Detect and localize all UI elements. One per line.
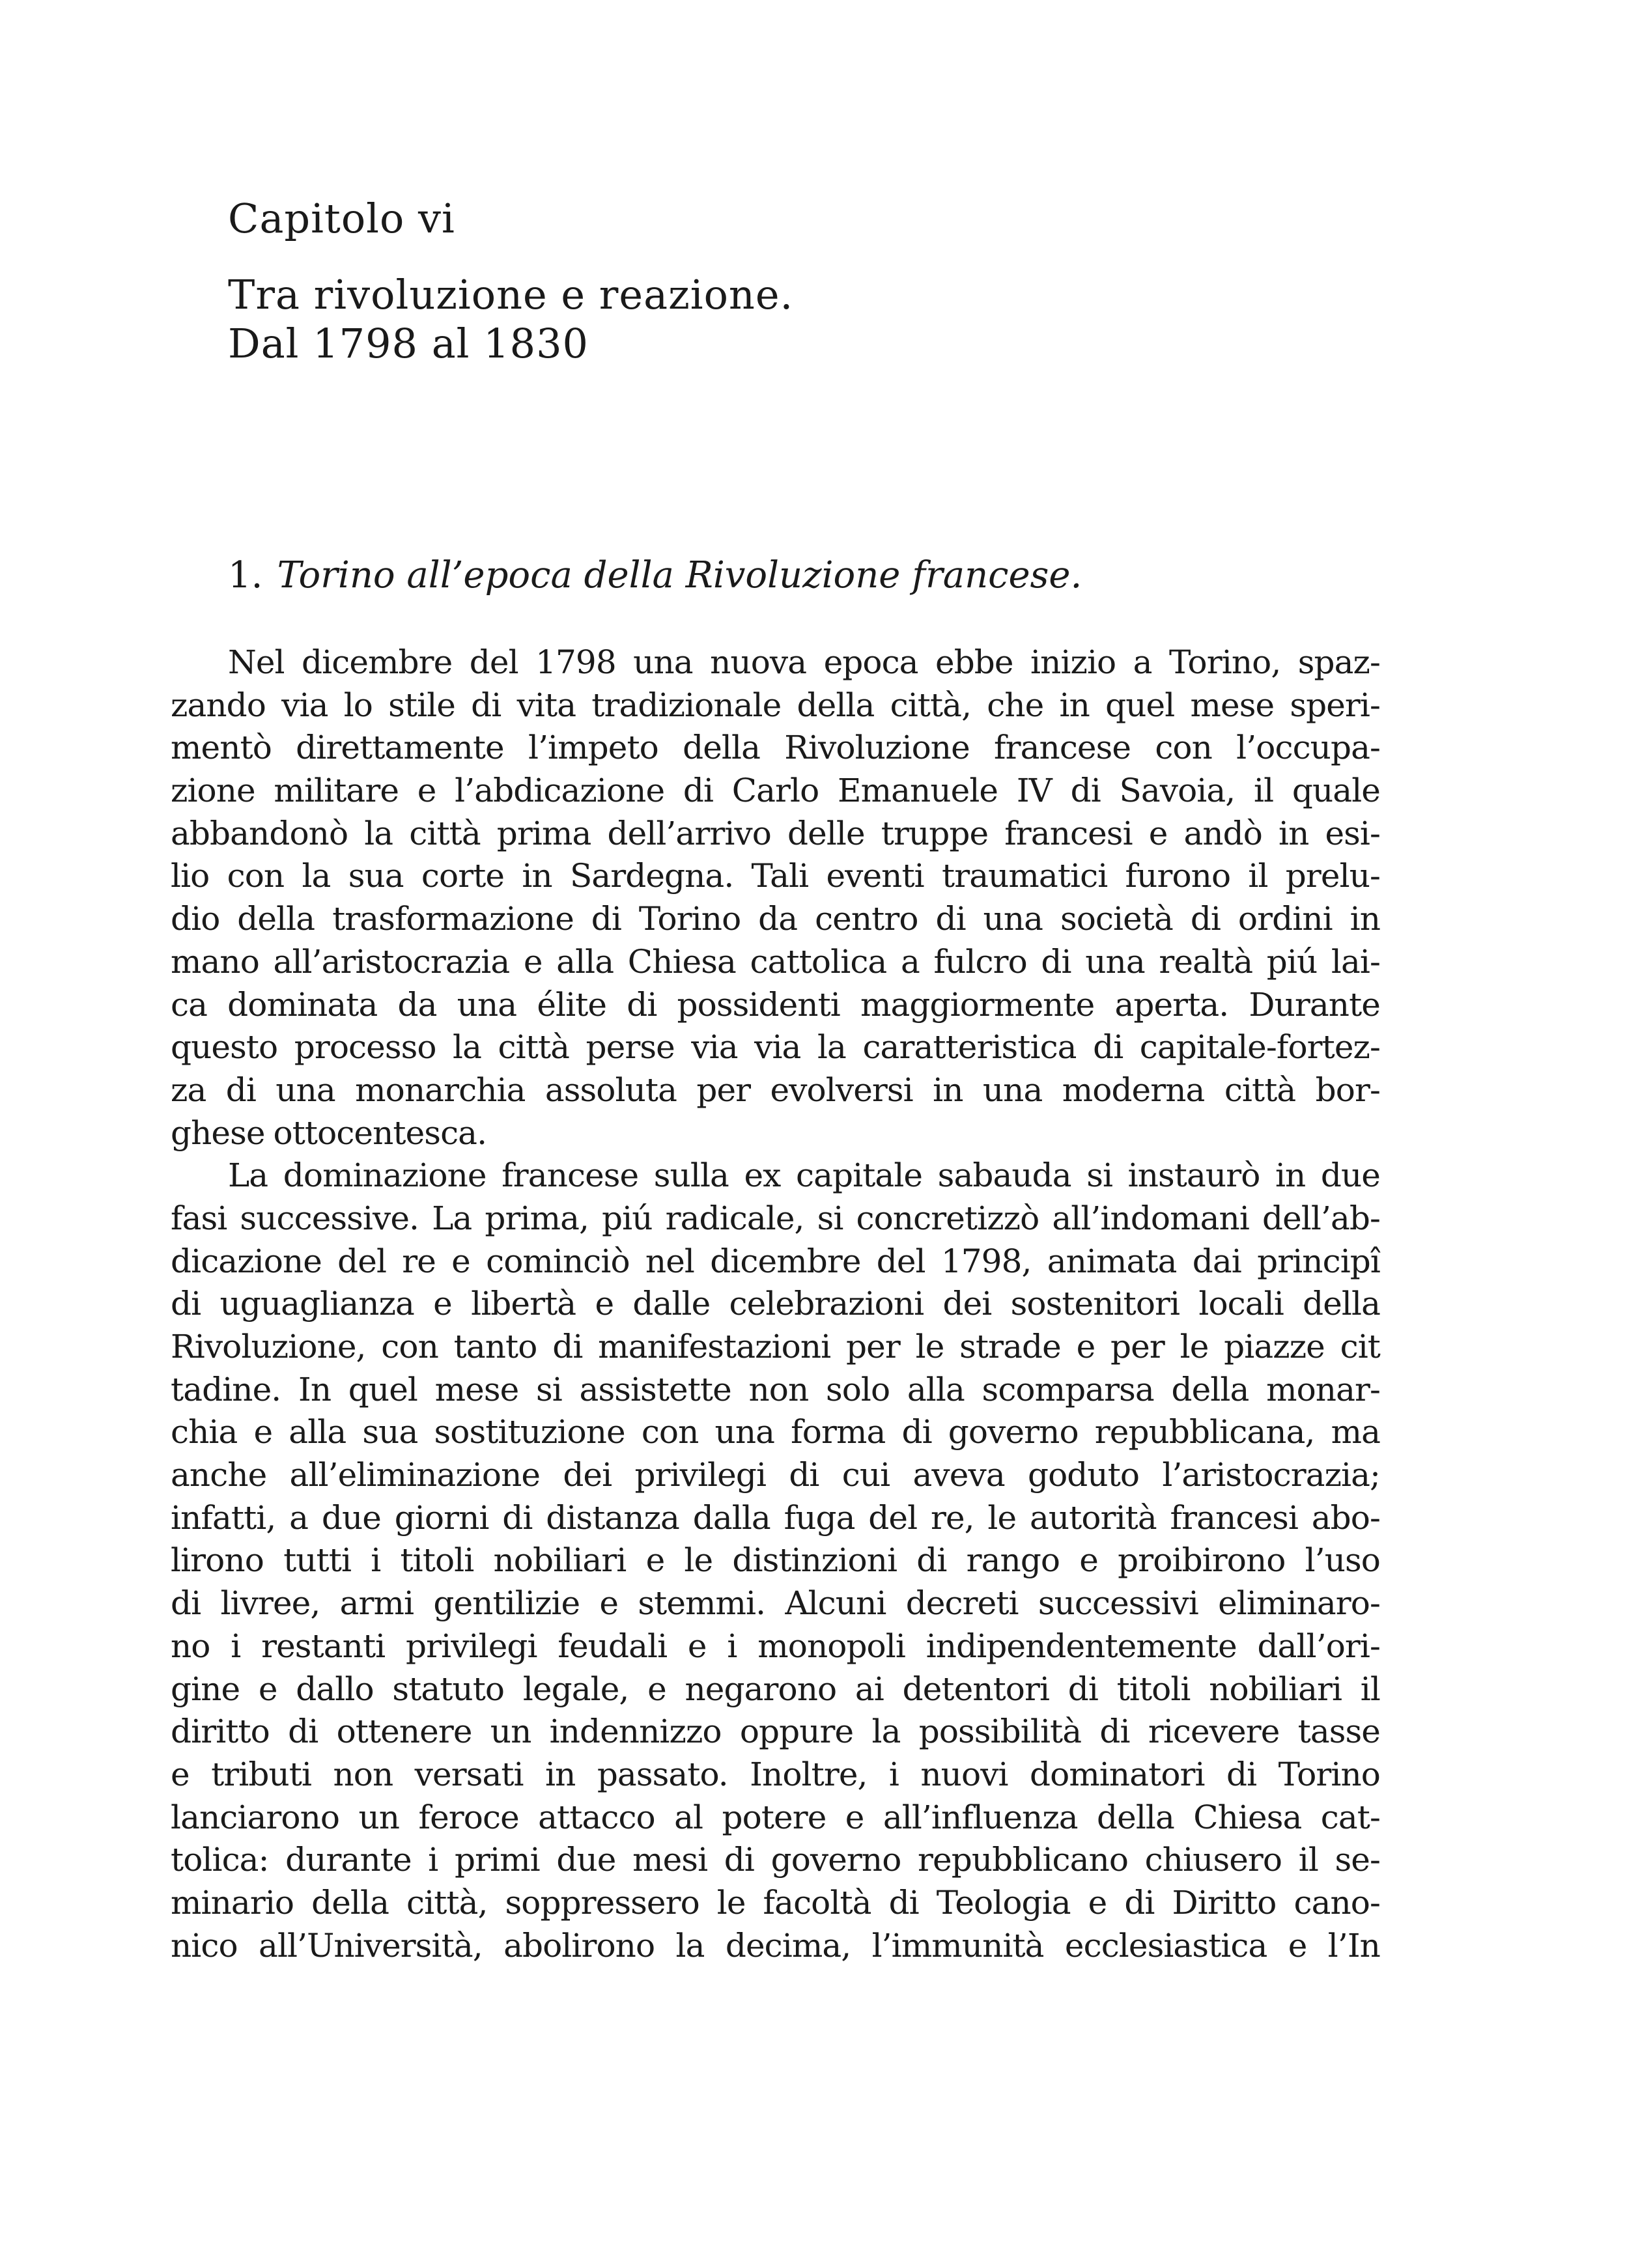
text-line: e tributi non versati in passato. Inoltre, i nuovi dominatori di Torino [171, 1755, 1380, 1793]
text-line: ca dominata da una élite di possidenti maggiormente aperta. Durante [171, 985, 1380, 1024]
body-text [171, 641, 1380, 1967]
section-heading [228, 553, 1082, 597]
text-line: di uguaglianza e libertà e dalle celebrazioni dei sostenitori locali della [171, 1285, 1380, 1323]
chapter-title-line: Dal 1798 al 1830 [228, 320, 589, 367]
text-line: fasi successive. La prima, piú radicale, si concretizzò all’indomani dell’ab- [171, 1199, 1380, 1237]
text-line: zando via lo stile di vita tradizionale della città, che in quel mese speri- [171, 686, 1380, 724]
chapter-title-line: Tra rivoluzione e reazione. [228, 271, 794, 318]
text-line: lio con la sua corte in Sardegna. Tali eventi traumatici furono il prelu- [171, 857, 1380, 895]
text-line: La dominazione francese sulla ex capitale sabauda si instaurò in due [228, 1156, 1380, 1195]
text-line: mano all’aristocrazia e alla Chiesa cattolica a fulcro di una realtà piú lai- [171, 942, 1380, 981]
chapter-title [228, 270, 793, 368]
text-line: di livree, armi gentilizie e stemmi. Alcuni decreti successivi eliminaro- [171, 1584, 1380, 1623]
text-line: questo processo la città perse via via la caratteristica di capitale-fortez- [171, 1028, 1380, 1067]
text-line: minario della città, soppressero le facoltà di Teologia e di Diritto cano- [171, 1883, 1380, 1922]
text-line: mentò direttamente l’impeto della Rivoluzione francese con l’occupa- [171, 729, 1380, 767]
text-line: ghese ottocentesca. [171, 1113, 487, 1152]
text-line: no i restanti privilegi feudali e i monopoli indipendentemente dall’ori- [171, 1627, 1380, 1665]
text-line: dio della trasformazione di Torino da centro di una società di ordini in [171, 900, 1380, 938]
text-line: diritto di ottenere un indennizzo oppure la possibilità di ricevere tasse [171, 1713, 1380, 1751]
text-line: nico all’Università, abolirono la decima, l’immunità ecclesiastica e l’In [171, 1926, 1380, 1965]
text-line: za di una monarchia assoluta per evolversi in una moderna città bor- [171, 1071, 1380, 1109]
text-line: Rivoluzione, con tanto di manifestazioni per le strade e per le piazze cit [171, 1328, 1380, 1365]
text-line: tolica: durante i primi due mesi di governo repubblicano chiusero il se- [171, 1841, 1380, 1879]
text-line: abbandonò la città prima dell’arrivo delle truppe francesi e andò in esi- [171, 814, 1380, 852]
section-number: 1. [228, 554, 263, 596]
section-title: Torino all’epoca della Rivoluzione francese. [277, 554, 1082, 596]
text-line: lirono tutti i titoli nobiliari e le distinzioni di rango e proibirono l’uso [171, 1541, 1380, 1580]
chapter-label: Capitolo vi [228, 195, 455, 242]
text-line: lanciarono un feroce attacco al potere e all’influenza della Chiesa cat- [171, 1798, 1380, 1836]
text-line: dicazione del re e cominciò nel dicembre del 1798, animata dai principî [171, 1242, 1380, 1280]
text-line: zione militare e l’abdicazione di Carlo Emanuele IV di Savoia, il quale [171, 772, 1380, 810]
text-line: chia e alla sua sostituzione con una forma di governo repubblicana, ma [171, 1413, 1380, 1451]
text-line: gine e dallo statuto legale, e negarono ai detentori di titoli nobiliari il [171, 1670, 1380, 1708]
text-line: anche all’eliminazione dei privilegi di cui aveva goduto l’aristocrazia; [171, 1456, 1380, 1494]
text-line: infatti, a due giorni di distanza dalla fuga del re, le autorità francesi abo- [171, 1498, 1380, 1537]
text-line: tadine. In quel mese si assistette non solo alla scomparsa della monar- [171, 1370, 1380, 1408]
text-line: Nel dicembre del 1798 una nuova epoca ebbe inizio a Torino, spaz- [228, 643, 1380, 681]
